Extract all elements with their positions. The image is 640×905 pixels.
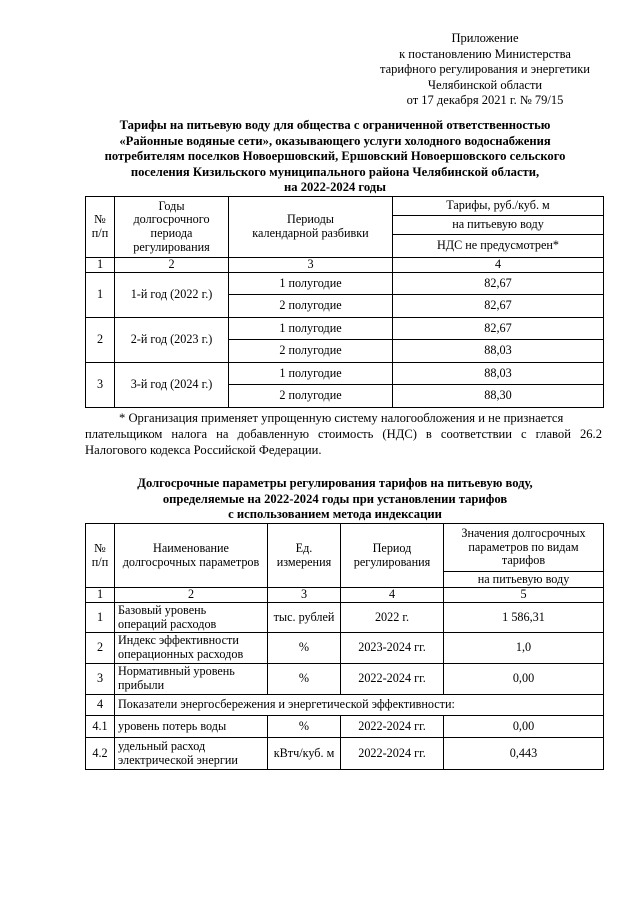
appendix-line: к постановлению Министерства [399,46,571,61]
tariff-table [85,196,604,408]
param-period: 2022-2024 гг. [341,716,444,738]
title-line: с использованием метода индексации [228,507,442,521]
param-unit: кВтч/куб. м [268,738,341,770]
param-period: 2022 г. [341,603,444,633]
header-period [341,524,444,588]
row-year: 1-й год (2022 г.) [115,273,229,318]
row-half: 1 полугодие [229,318,393,340]
colnum: 4 [393,258,604,273]
header-name [115,524,268,588]
row-tariff: 82,67 [393,318,604,340]
title-line: Долгосрочные параметры регулирования тарифов на питьевую воду, [137,476,533,490]
header-unit-text: Ед. измерения [276,540,332,569]
param-value: 0,443 [444,738,604,770]
header-years-text: Годы долгосрочного периода регулирования [133,198,210,254]
header-name-text: Наименование долгосрочных параметров [122,540,260,569]
param-value: 1,0 [444,633,604,664]
appendix-line: Приложение [451,31,519,45]
vat-footnote [85,410,602,458]
header-num [86,524,115,588]
params-title [70,476,600,523]
header-vat: НДС не предусмотрен* [393,235,604,258]
header-values [444,524,604,572]
param-unit: тыс. рублей [268,603,341,633]
header-unit [268,524,341,588]
param-unit: % [268,716,341,738]
row-year: 3-й год (2024 г.) [115,363,229,408]
param-name [115,603,268,633]
param-num: 2 [86,633,115,664]
row-tariff: 82,67 [393,295,604,318]
row-tariff: 88,03 [393,340,604,363]
param-num: 1 [86,603,115,633]
param-period: 2023-2024 гг. [341,633,444,664]
row-half: 2 полугодие [229,385,393,408]
row-tariff: 82,67 [393,273,604,295]
title-line: «Районные водяные сети», оказывающего услуги холодного водоснабжения [119,133,551,148]
row-num: 1 [86,273,115,318]
colnum: 3 [229,258,393,273]
row-half: 1 полугодие [229,363,393,385]
colnum: 2 [115,588,268,603]
row-half: 2 полугодие [229,340,393,363]
colnum: 3 [268,588,341,603]
param-name-text: Индекс эффективности операционных расходов [118,633,244,661]
section-label: Показатели энергосбережения и энергетической эффективности: [115,695,604,716]
header-water: на питьевую воду [393,216,604,235]
header-values-text: Значения долгосрочных параметров по видам тарифов [461,526,586,568]
footnote-line: * Организация применяет упрощенную систему налогообложения и не признается [119,411,564,425]
header-years [115,197,229,258]
param-name-text: Нормативный уровень прибыли [118,664,235,692]
appendix-header [340,31,630,109]
colnum: 4 [341,588,444,603]
param-value: 1 586,31 [444,603,604,633]
header-periods [229,197,393,258]
param-num: 4.1 [86,716,115,738]
footnote-rest: плательщиком налога на добавленную стоимость (НДС) в соответствии с главой 26.2 Налогового кодекса Российской Федерации. [85,427,602,457]
param-name-text: уровень потерь воды [118,718,227,733]
header-tariffs: Тарифы, руб./куб. м [393,197,604,216]
header-num-text: № п/п [91,540,109,569]
appendix-line: тарифного регулирования и энергетики [379,62,591,77]
param-name [115,716,268,738]
param-period: 2022-2024 гг. [341,738,444,770]
param-unit: % [268,633,341,664]
param-period: 2022-2024 гг. [341,664,444,695]
param-name [115,664,268,695]
colnum: 2 [115,258,229,273]
title-line: потребителям поселков Новоершовский, Ершовский Новоершовского сельского [104,149,566,163]
param-unit: % [268,664,341,695]
title-line: на 2022-2024 годы [284,180,386,194]
param-name-text: удельный расход электрической энергии [118,738,238,767]
header-periods-text: Периоды календарной разбивки [252,212,369,240]
title-line: определяемые на 2022-2024 годы при установлении тарифов [162,491,508,506]
header-period-text: Период регулирования [353,540,431,569]
appendix-line: Челябинской области [427,77,543,92]
colnum: 1 [86,258,115,273]
header-num [86,197,115,258]
tariff-title [70,118,600,196]
params-table [85,523,604,770]
param-name [115,633,268,664]
param-name [115,738,268,770]
header-water: на питьевую воду [444,572,604,588]
row-num: 2 [86,318,115,363]
param-num: 3 [86,664,115,695]
param-num: 4.2 [86,738,115,770]
param-value: 0,00 [444,716,604,738]
row-half: 1 полугодие [229,273,393,295]
param-value: 0,00 [444,664,604,695]
row-tariff: 88,03 [393,363,604,385]
row-year: 2-й год (2023 г.) [115,318,229,363]
row-num: 3 [86,363,115,408]
section-num: 4 [86,695,115,716]
header-num-text: № п/п [91,212,109,240]
row-tariff: 88,30 [393,385,604,408]
param-name-text: Базовый уровень операций расходов [118,602,217,631]
title-line: поселения Кизильского муниципального района Челябинской области, [130,164,540,179]
row-half: 2 полугодие [229,295,393,318]
appendix-line: от 17 декабря 2021 г. № 79/15 [406,93,564,108]
colnum: 5 [444,588,604,603]
title-line: Тарифы на питьевую воду для общества с ограниченной ответственностью [119,118,551,132]
colnum: 1 [86,588,115,603]
